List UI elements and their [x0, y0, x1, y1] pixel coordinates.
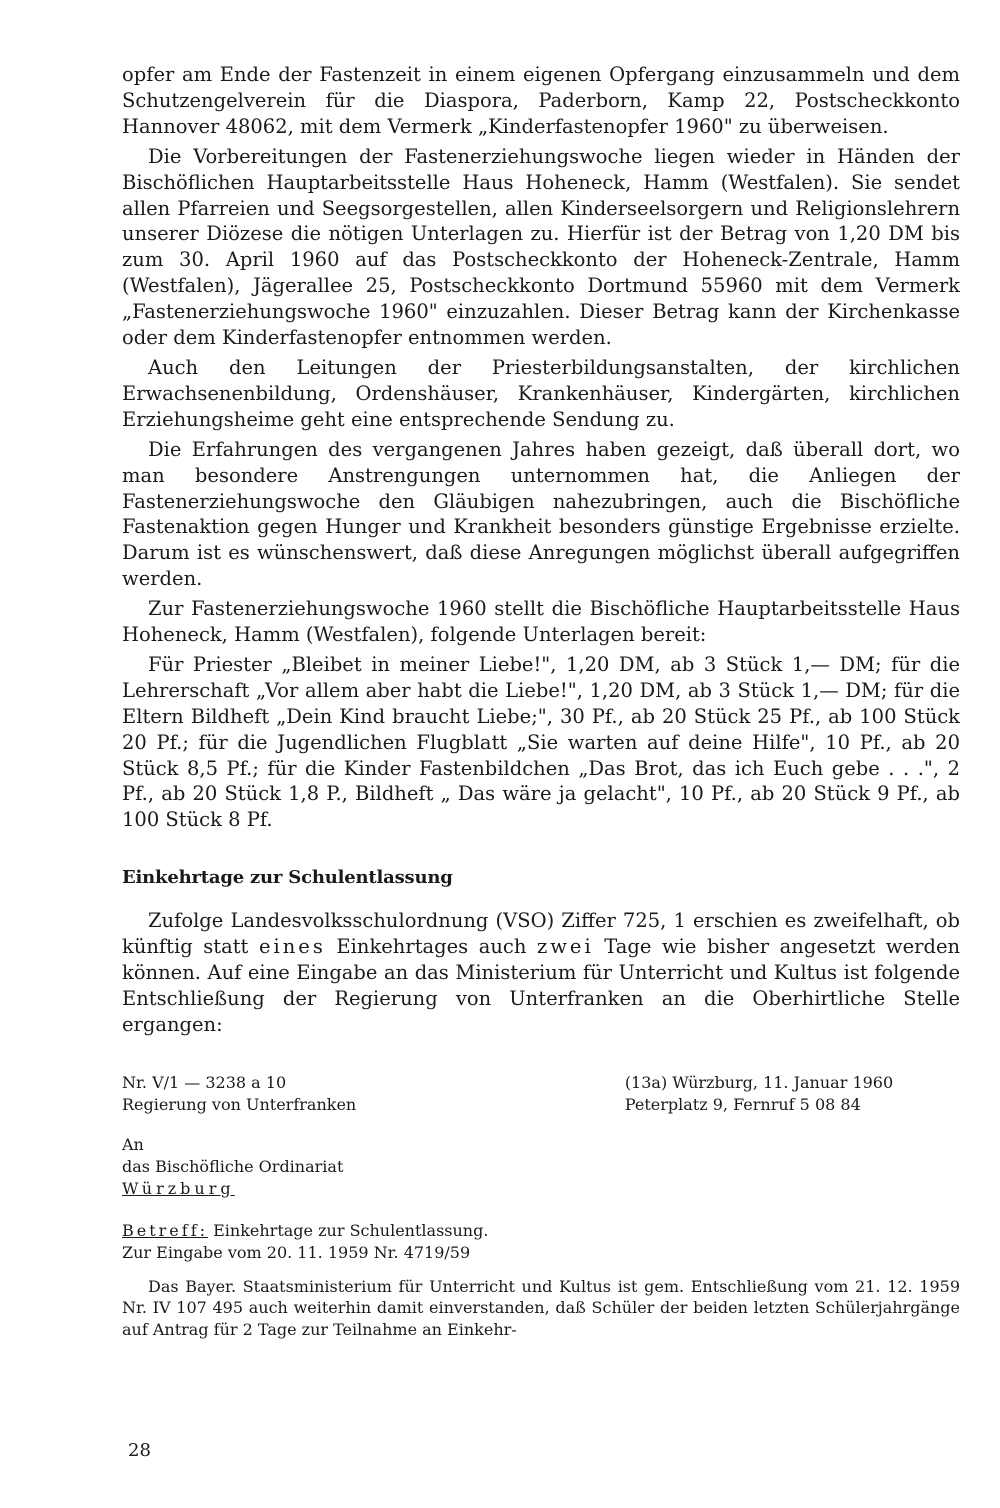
- paragraph-6: Für Priester „Bleibet in meiner Liebe!", 1,20 DM, ab 3 Stück 1,— DM; für die Lehrerschaft „Vor allem aber habt die Liebe!", 1,20 DM, ab 3 Stück 1,— DM; für die Eltern Bildheft „Dein Kind braucht Liebe;", 30 Pf., ab 20 Stück 25 Pf., ab 100 Stück 20 Pf.; für die Jugendlichen Flugblatt „Sie warten auf deine Hilfe", 10 Pf., ab 20 Stück 8,5 Pf.; für die Kinder Fastenbildchen „Das Brot, das ich Euch gebe . . .", 2 Pf., ab 20 Stück 1,8 P., Bildheft „ Das wäre ja gelacht", 10 Pf., ab 20 Stück 9 Pf., ab 100 Stück 8 Pf.: [122, 652, 960, 832]
- section-heading: Einkehrtage zur Schulentlassung: [122, 867, 453, 889]
- paragraph-1: opfer am Ende der Fastenzeit in einem eigenen Opfergang einzusammeln und dem Schutzengelverein für die Diaspora, Paderborn, Kamp 22, Postscheckkonto Hannover 48062, mit dem Vermerk „Kinderfastenopfer 1960" zu überweisen.: [122, 63, 960, 138]
- letter-sender: Regierung von Unterfranken: [122, 1094, 357, 1114]
- letter-place-date: (13a) Würzburg, 11. Januar 1960: [624, 1072, 894, 1092]
- intro-part-c: Tage wie bisher angesetzt werden können. Auf eine Eingabe an das Ministerium für Unterricht und Kultus ist folgende Entschließung der Regierung von Unterfranken an die Oberhirtliche Stelle ergangen:: [122, 935, 961, 1036]
- page-number: 28: [128, 1440, 151, 1461]
- letter-header: [122, 1072, 960, 1116]
- paragraph-4: Die Erfahrungen des vergangenen Jahres haben gezeigt, daß überall dort, wo man besondere Anstrengungen unternommen hat, die Anliegen der Fastenerziehungswoche den Gläubigen nahezubringen, auch die Bischöfliche Fastenaktion gegen Hunger und Krankheit besonders günstige Ergebnisse erzielte. Darum ist es wünschenswert, daß diese Anregungen möglichst überall aufgegriffen werden.: [122, 437, 960, 591]
- betreff-text: Einkehrtage zur Schulentlassung.: [213, 1220, 489, 1240]
- letter-body: Das Bayer. Staatsministerium für Unterricht und Kultus ist gem. Entschließung vom 21. 12. 1959 Nr. IV 107 495 auch weiterhin damit einverstanden, daß Schüler der beiden letzten Schülerjahrgänge auf Antrag für 2 Tage zur Teilnahme an Einkehr-: [122, 1276, 960, 1339]
- letter-eingabe: Zur Eingabe vom 20. 11. 1959 Nr. 4719/59: [122, 1242, 471, 1262]
- paragraph-5: Zur Fastenerziehungswoche 1960 stellt die Bischöfliche Hauptarbeitsstelle Haus Hoheneck, Hamm (Westfalen), folgende Unterlagen bereit:: [122, 597, 960, 647]
- letter-recipient-block: [122, 1134, 960, 1200]
- intro-einen: eines: [258, 935, 326, 959]
- betreff-label: Betreff:: [122, 1220, 209, 1240]
- letter-recipient: das Bischöfliche Ordinariat: [122, 1156, 344, 1176]
- intro-zwei: zwei: [536, 935, 594, 959]
- letter-header-right: [625, 1072, 960, 1116]
- letter-ref-number: Nr. V/1 — 3238 a 10: [122, 1072, 287, 1092]
- section-intro: [122, 908, 960, 1038]
- letter-header-left: [122, 1072, 516, 1116]
- intro-part-a: Zufolge Landesvolksschulordnung (VSO) Ziffer 725, 1 erschien es zweifelhaft, ob künftig statt: [122, 909, 960, 959]
- paragraph-2: Die Vorbereitungen der Fastenerziehungswoche liegen wieder in Händen der Bischöflichen Hauptarbeitsstelle Haus Hoheneck, Hamm (Westfalen). Sie sendet allen Pfarreien und Seegsorgestellen, allen Kinderseelsorgern und Religionslehrern unserer Diözese die nötigen Unterlagen zu. Hierfür ist der Betrag von 1,20 DM bis zum 30. April 1960 auf das Postscheckkonto der Hoheneck-Zentrale, Hamm (Westfalen), Jägerallee 25, Postscheckkonto Dortmund 55960 mit dem Vermerk „Fastenerziehungswoche 1960" einzuzahlen. Dieser Betrag kann der Kirchenkasse oder dem Kinderfastenopfer entnommen werden.: [122, 144, 960, 350]
- letter-city: Würzburg: [122, 1178, 235, 1198]
- letter-to: An: [122, 1134, 144, 1154]
- intro-part-b: Einkehrtages auch: [336, 935, 527, 959]
- letter-subject-block: [122, 1220, 960, 1264]
- paragraph-3: Auch den Leitungen der Priesterbildungsanstalten, der kirchlichen Erwachsenenbildung, Ordenshäuser, Krankenhäuser, Kindergärten, kirchlichen Erziehungsheime geht eine entsprechende Sendung zu.: [122, 355, 960, 431]
- letter-address: Peterplatz 9, Fernruf 5 08 84: [624, 1094, 861, 1114]
- document-page: [122, 62, 960, 1356]
